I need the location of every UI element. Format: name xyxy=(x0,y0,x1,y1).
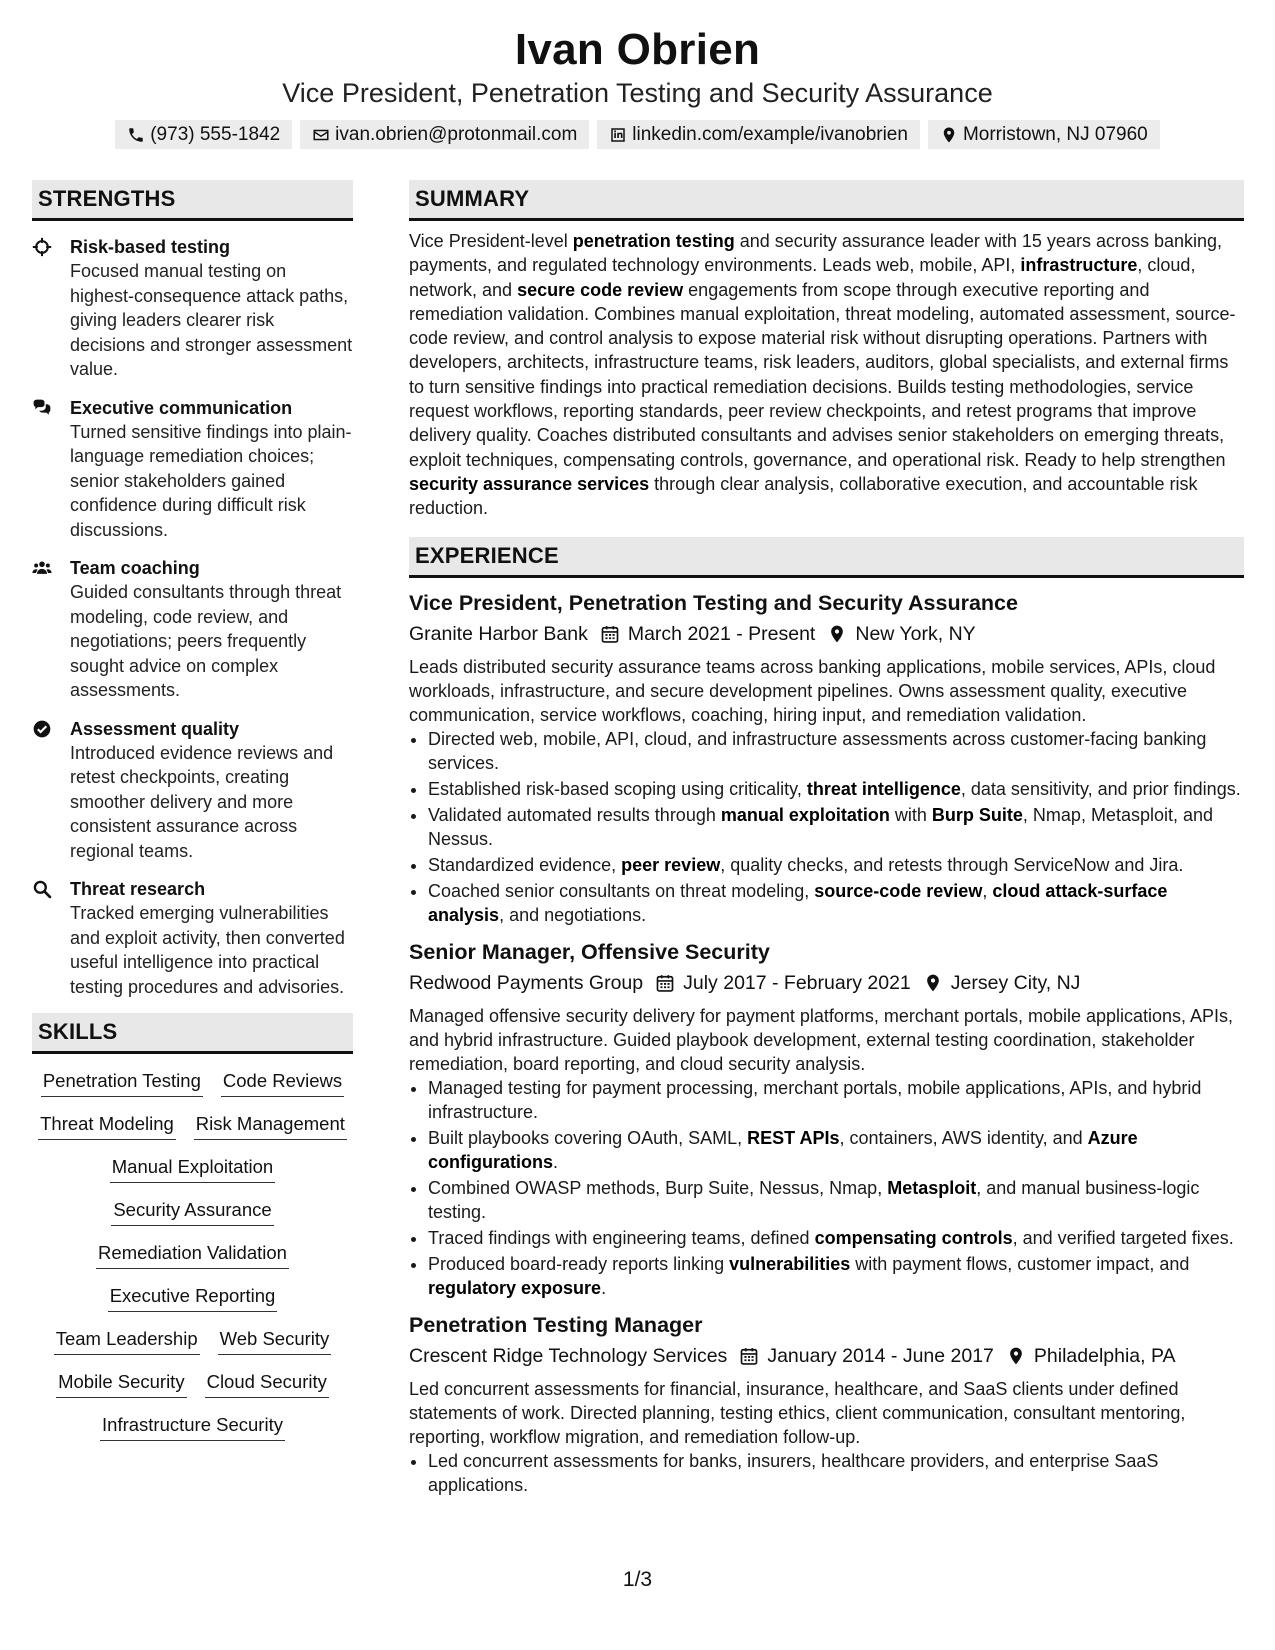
job-dates: July 2017 - February 2021 xyxy=(683,971,911,994)
location-pin-icon xyxy=(923,973,943,993)
bullet-text: with payment flows, customer impact, and xyxy=(850,1253,1190,1274)
bullet-text: , data sensitivity, and prior findings. xyxy=(960,778,1241,799)
search-icon xyxy=(32,877,70,999)
summary-text: Vice President-level xyxy=(409,231,573,251)
job-location: Philadelphia, PA xyxy=(1033,1344,1176,1367)
job-bullet xyxy=(428,1252,1244,1300)
location-pin-icon xyxy=(1006,1346,1026,1366)
job-bullets xyxy=(409,1076,1244,1300)
calendar-icon xyxy=(655,973,675,993)
skill-tag: Manual Exploitation xyxy=(110,1154,275,1183)
bullet-text: , and verified targeted fixes. xyxy=(1012,1227,1234,1248)
skill-tag: Mobile Security xyxy=(56,1369,186,1398)
users-icon xyxy=(32,556,70,703)
bullet-bold-text: regulatory exposure xyxy=(428,1277,602,1298)
bullet-text: , xyxy=(982,880,993,901)
skill-tag: Risk Management xyxy=(194,1111,347,1140)
contact-linkedin[interactable] xyxy=(597,120,920,149)
phone-icon xyxy=(127,126,145,144)
crosshair-icon xyxy=(32,235,70,382)
job-company: Granite Harbor Bank xyxy=(409,622,588,645)
job-bullet xyxy=(428,1449,1244,1497)
job-bullets xyxy=(409,1449,1244,1497)
bullet-text: Combined OWASP methods, Burp Suite, Nessus, Nmap, xyxy=(428,1177,888,1198)
strength-title: Assessment quality xyxy=(70,718,240,739)
strength-title: Team coaching xyxy=(70,558,200,578)
bullet-text: , containers, AWS identity, and xyxy=(839,1127,1088,1148)
job-bullet xyxy=(428,879,1244,927)
contact-location-text: Morristown, NJ 07960 xyxy=(962,124,1148,145)
strengths-heading: STRENGTHS xyxy=(32,180,353,221)
bullet-bold-text: peer review xyxy=(621,854,721,875)
bullet-bold-text: vulnerabilities xyxy=(729,1253,851,1274)
job-company: Redwood Payments Group xyxy=(409,971,644,994)
job-dates: January 2014 - June 2017 xyxy=(767,1344,994,1367)
job-bullet xyxy=(428,727,1244,775)
job-entry xyxy=(409,588,1244,927)
left-column xyxy=(32,180,353,1441)
job-title: Senior Manager, Offensive Security xyxy=(409,939,770,964)
strength-description: Guided consultants through threat modeling, code review, and negotiations; peers frequently sought advice on complex assessments. xyxy=(70,582,342,700)
location-pin-icon xyxy=(827,624,847,644)
bullet-text: Established risk-based scoping using criticality, xyxy=(428,778,807,799)
job-description: Leads distributed security assurance teams across banking applications, mobile services, APIs, cloud workloads, infrastructure, and secure development pipelines. Owns assessment quality, executive communication, service workflows, coaching, hiring input, and remediation validation. xyxy=(409,656,1216,725)
job-bullet xyxy=(428,1126,1244,1174)
job-meta xyxy=(409,1341,1244,1371)
check-circle-icon xyxy=(32,717,70,864)
strength-item xyxy=(32,717,353,864)
strength-description: Tracked emerging vulnerabilities and exploit activity, then converted useful intelligence into practical testing procedures and advisories. xyxy=(70,903,345,997)
bullet-text: Produced board-ready reports linking xyxy=(428,1253,730,1274)
job-entry xyxy=(409,937,1244,1300)
bullet-text: . xyxy=(601,1277,607,1298)
contact-email-text: ivan.obrien@protonmail.com xyxy=(335,124,578,145)
bullet-text: Coached senior consultants on threat modeling, xyxy=(428,880,815,901)
bullet-text: , quality checks, and retests through ServiceNow and Jira. xyxy=(720,854,1184,875)
skill-tag: Cloud Security xyxy=(205,1369,329,1398)
comments-icon xyxy=(32,396,70,543)
bullet-bold-text: source-code review xyxy=(814,880,983,901)
summary-bold-text: infrastructure xyxy=(1020,255,1138,276)
job-title: Vice President, Penetration Testing and Security Assurance xyxy=(409,590,1018,615)
strength-description: Turned sensitive findings into plain-language remediation choices; senior stakeholders gained confidence during difficult risk discussions. xyxy=(70,421,352,540)
linkedin-icon xyxy=(609,126,627,144)
bullet-bold-text: REST APIs xyxy=(747,1127,840,1148)
job-bullet xyxy=(428,777,1244,801)
contact-email[interactable] xyxy=(300,120,589,149)
skill-tag: Threat Modeling xyxy=(38,1111,176,1140)
contact-phone[interactable] xyxy=(115,120,292,149)
skills-heading: SKILLS xyxy=(32,1013,353,1054)
calendar-icon xyxy=(739,1346,759,1366)
summary-bold-text: secure code review xyxy=(517,279,684,300)
summary-text: engagements from scope through executive reporting and remediation validation. Combines manual exploitation, threat modeling, automated assessment, source-code review, and control analysis to expose material risk without disrupting operations. Partners with developers, architects, infrastructure teams, risk leaders, auditors, global specialists, and external firms to turn sensitive findings into practical remediation decisions. Builds testing methodologies, service request workflows, reporting standards, peer review checkpoints, and retest programs that improve delivery quality. Coaches distributed consultants and advises senior stakeholders on emerging threats, exploit techniques, compensating controls, governance, and operational risk. Ready to help strengthen xyxy=(409,279,1236,470)
experience-heading: EXPERIENCE xyxy=(409,537,1244,578)
bullet-text: Standardized evidence, xyxy=(428,854,622,875)
job-description: Managed offensive security delivery for payment platforms, merchant portals, mobile applications, APIs, and hybrid infrastructure. Guided playbook development, external testing coordination, stakeholder remediation, board reporting, and cloud security analysis. xyxy=(409,1005,1234,1074)
skill-tag: Remediation Validation xyxy=(96,1240,289,1269)
skill-tag: Code Reviews xyxy=(221,1068,344,1097)
summary-text: and security assurance leader with 15 years across banking, payments, and regulated technology environments. Leads web, mobile, API, xyxy=(409,231,1223,276)
summary-bold-text: security assurance services xyxy=(409,473,650,494)
summary-text: , cloud, network, and xyxy=(409,255,1196,300)
job-meta xyxy=(409,619,1244,649)
job-title: Penetration Testing Manager xyxy=(409,1312,703,1337)
job-bullet xyxy=(428,1226,1244,1250)
bullet-bold-text: threat intelligence xyxy=(806,778,961,799)
summary-text: through clear analysis, collaborative execution, and accountable risk reduction. xyxy=(409,473,1198,519)
job-entry xyxy=(409,1310,1244,1497)
right-column xyxy=(409,180,1244,1499)
page-number: 1/3 xyxy=(622,1568,653,1591)
strength-item xyxy=(32,556,353,703)
candidate-name: Ivan Obrien xyxy=(514,25,761,74)
bullet-text: Directed web, mobile, API, cloud, and infrastructure assessments across customer-facing banking services. xyxy=(428,728,1207,773)
job-meta xyxy=(409,968,1244,998)
bullet-text: Validated automated results through xyxy=(428,804,721,825)
experience-list xyxy=(409,588,1244,1497)
bullet-bold-text: Metasploit xyxy=(887,1177,977,1198)
strength-item xyxy=(32,235,353,382)
bullet-text: , and manual business-logic testing. xyxy=(428,1177,1200,1222)
summary-text xyxy=(409,229,1244,521)
contact-location xyxy=(928,120,1160,149)
strength-title: Executive communication xyxy=(70,397,293,418)
job-bullets xyxy=(409,727,1244,927)
job-location: New York, NY xyxy=(855,622,976,645)
strength-description: Focused manual testing on highest-consequence attack paths, giving leaders clearer risk decisions and stronger assessment value. xyxy=(70,261,353,379)
candidate-title: Vice President, Penetration Testing and Security Assurance xyxy=(282,78,993,108)
bullet-text: . xyxy=(553,1151,559,1172)
contact-phone-text: (973) 555-1842 xyxy=(150,124,281,145)
bullet-bold-text: Azure configurations xyxy=(428,1127,1138,1172)
bullet-text: with xyxy=(889,804,932,825)
skill-tag: Executive Reporting xyxy=(108,1283,278,1312)
skill-tag: Web Security xyxy=(218,1326,332,1355)
skills-list xyxy=(32,1068,353,1441)
strength-description: Introduced evidence reviews and retest checkpoints, creating smoother delivery and more consistent assurance across regional teams. xyxy=(70,742,334,861)
bullet-text: Managed testing for payment processing, merchant portals, mobile applications, APIs, and hybrid infrastructure. xyxy=(428,1077,1202,1122)
skill-tag: Team Leadership xyxy=(54,1326,200,1355)
job-description: Led concurrent assessments for financial, insurance, healthcare, and SaaS clients under defined statements of work. Directed planning, testing ethics, client communication, consultant mentoring, reporting, workflow migration, and remediation follow-up. xyxy=(409,1378,1186,1447)
job-bullet xyxy=(428,803,1244,851)
bullet-text: Led concurrent assessments for banks, insurers, healthcare providers, and enterprise SaaS applications. xyxy=(428,1450,1159,1495)
bullet-bold-text: compensating controls xyxy=(814,1227,1013,1248)
contact-bar xyxy=(0,120,1275,149)
bullet-bold-text: cloud attack-surface analysis xyxy=(428,880,1168,925)
calendar-icon xyxy=(600,624,620,644)
bullet-text: , and negotiations. xyxy=(499,904,647,925)
envelope-icon xyxy=(312,126,330,144)
bullet-text: Built playbooks covering OAuth, SAML, xyxy=(428,1127,748,1148)
bullet-bold-text: manual exploitation xyxy=(720,804,890,825)
bullet-text: Traced findings with engineering teams, defined xyxy=(428,1227,815,1248)
location-pin-icon xyxy=(940,126,958,144)
job-dates: March 2021 - Present xyxy=(627,622,816,645)
skill-tag: Security Assurance xyxy=(111,1197,273,1226)
summary-heading: SUMMARY xyxy=(409,180,1244,221)
strength-item xyxy=(32,877,353,999)
strength-title: Threat research xyxy=(70,879,206,899)
strength-title: Risk-based testing xyxy=(70,237,231,257)
job-company: Crescent Ridge Technology Services xyxy=(409,1344,728,1367)
strength-item xyxy=(32,396,353,543)
skill-tag: Penetration Testing xyxy=(41,1068,203,1097)
strengths-list xyxy=(32,235,353,999)
summary-bold-text: penetration testing xyxy=(572,231,735,251)
job-bullet xyxy=(428,1176,1244,1224)
job-location: Jersey City, NJ xyxy=(950,971,1081,994)
skill-tag: Infrastructure Security xyxy=(100,1412,285,1441)
job-bullet xyxy=(428,1076,1244,1124)
resume-header xyxy=(0,24,1275,149)
job-bullet xyxy=(428,853,1244,877)
bullet-bold-text: Burp Suite xyxy=(931,804,1023,825)
contact-linkedin-text: linkedin.com/example/ivanobrien xyxy=(632,124,908,145)
bullet-text: , Nmap, Metasploit, and Nessus. xyxy=(428,804,1214,849)
